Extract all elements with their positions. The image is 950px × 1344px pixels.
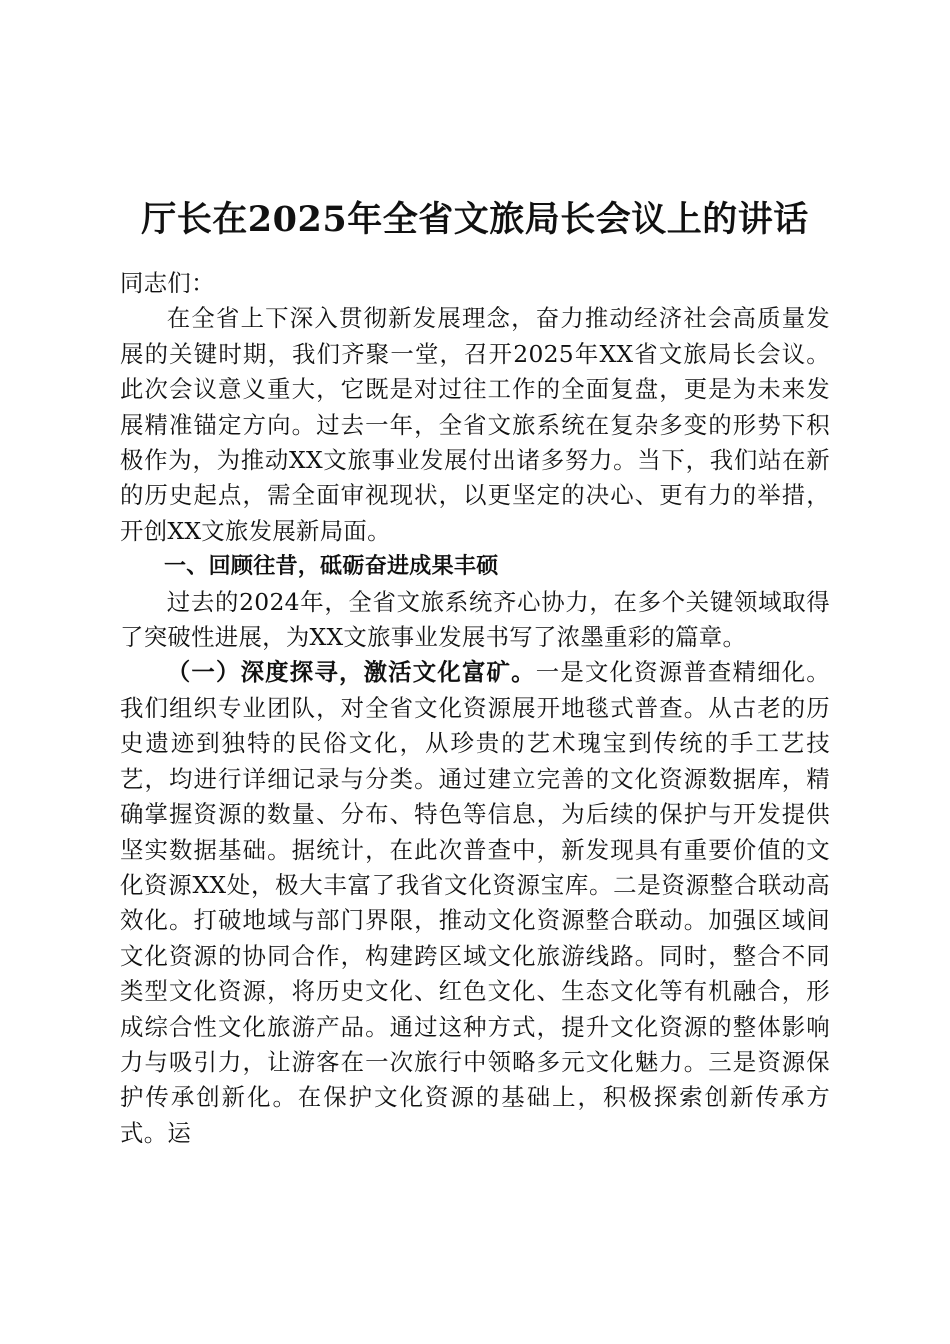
subsection-1-paragraph bbox=[120, 655, 830, 1151]
document-title: 厅长在2025年全省文旅局长会议上的讲话 bbox=[141, 199, 809, 240]
salutation: 同志们： bbox=[120, 269, 215, 297]
section-1-intro-paragraph: 过去的2024年，全省文旅系统齐心协力，在多个关键领域取得了突破性进展，为XX文旅事业发展书写了浓墨重彩的篇章。 bbox=[120, 587, 830, 652]
document-body bbox=[120, 266, 830, 1151]
subsection-heading-1: （一）深度探寻，激活文化富矿。 bbox=[166, 658, 536, 687]
intro-paragraph: 在全省上下深入贯彻新发展理念，奋力推动经济社会高质量发展的关键时期，我们齐聚一堂，召开2025年XX省文旅局长会议。此次会议意义重大，它既是对过往工作的全面复盘，更是为未来发展精准锚定方向。过去一年，全省文旅系统在复杂多变的形势下积极作为，为推动XX文旅事业发展付出诸多努力。当下，我们站在新的历史起点，需全面审视现状，以更坚定的决心、更有力的举措，开创XX文旅发展新局面。 bbox=[120, 304, 830, 545]
section-heading-1: 一、回顾往昔，砥砺奋进成果丰硕 bbox=[164, 554, 499, 580]
subsection-1-text: 一是文化资源普查精细化。我们组织专业团队，对全省文化资源展开地毯式普查。从古老的历史遗迹到独特的民俗文化，从珍贵的艺术瑰宝到传统的手工艺技艺，均进行详细记录与分类。通过建立完善的文化资源数据库，精确掌握资源的数量、分布、特色等信息，为后续的保护与开发提供坚实数据基础。据统计，在此次普查中，新发现具有重要价值的文化资源XX处，极大丰富了我省文化资源宝库。二是资源整合联动高效化。打破地域与部门界限，推动文化资源整合联动。加强区域间文化资源的协同合作，构建跨区域文化旅游线路。同时，整合不同类型文化资源，将历史文化、红色文化、生态文化等有机融合，形成综合性文化旅游产品。通过这种方式，提升文化资源的整体影响力与吸引力，让游客在一次旅行中领略多元文化魅力。三是资源保护传承创新化。在保护文化资源的基础上，积极探索创新传承方式。运 bbox=[120, 658, 830, 1147]
